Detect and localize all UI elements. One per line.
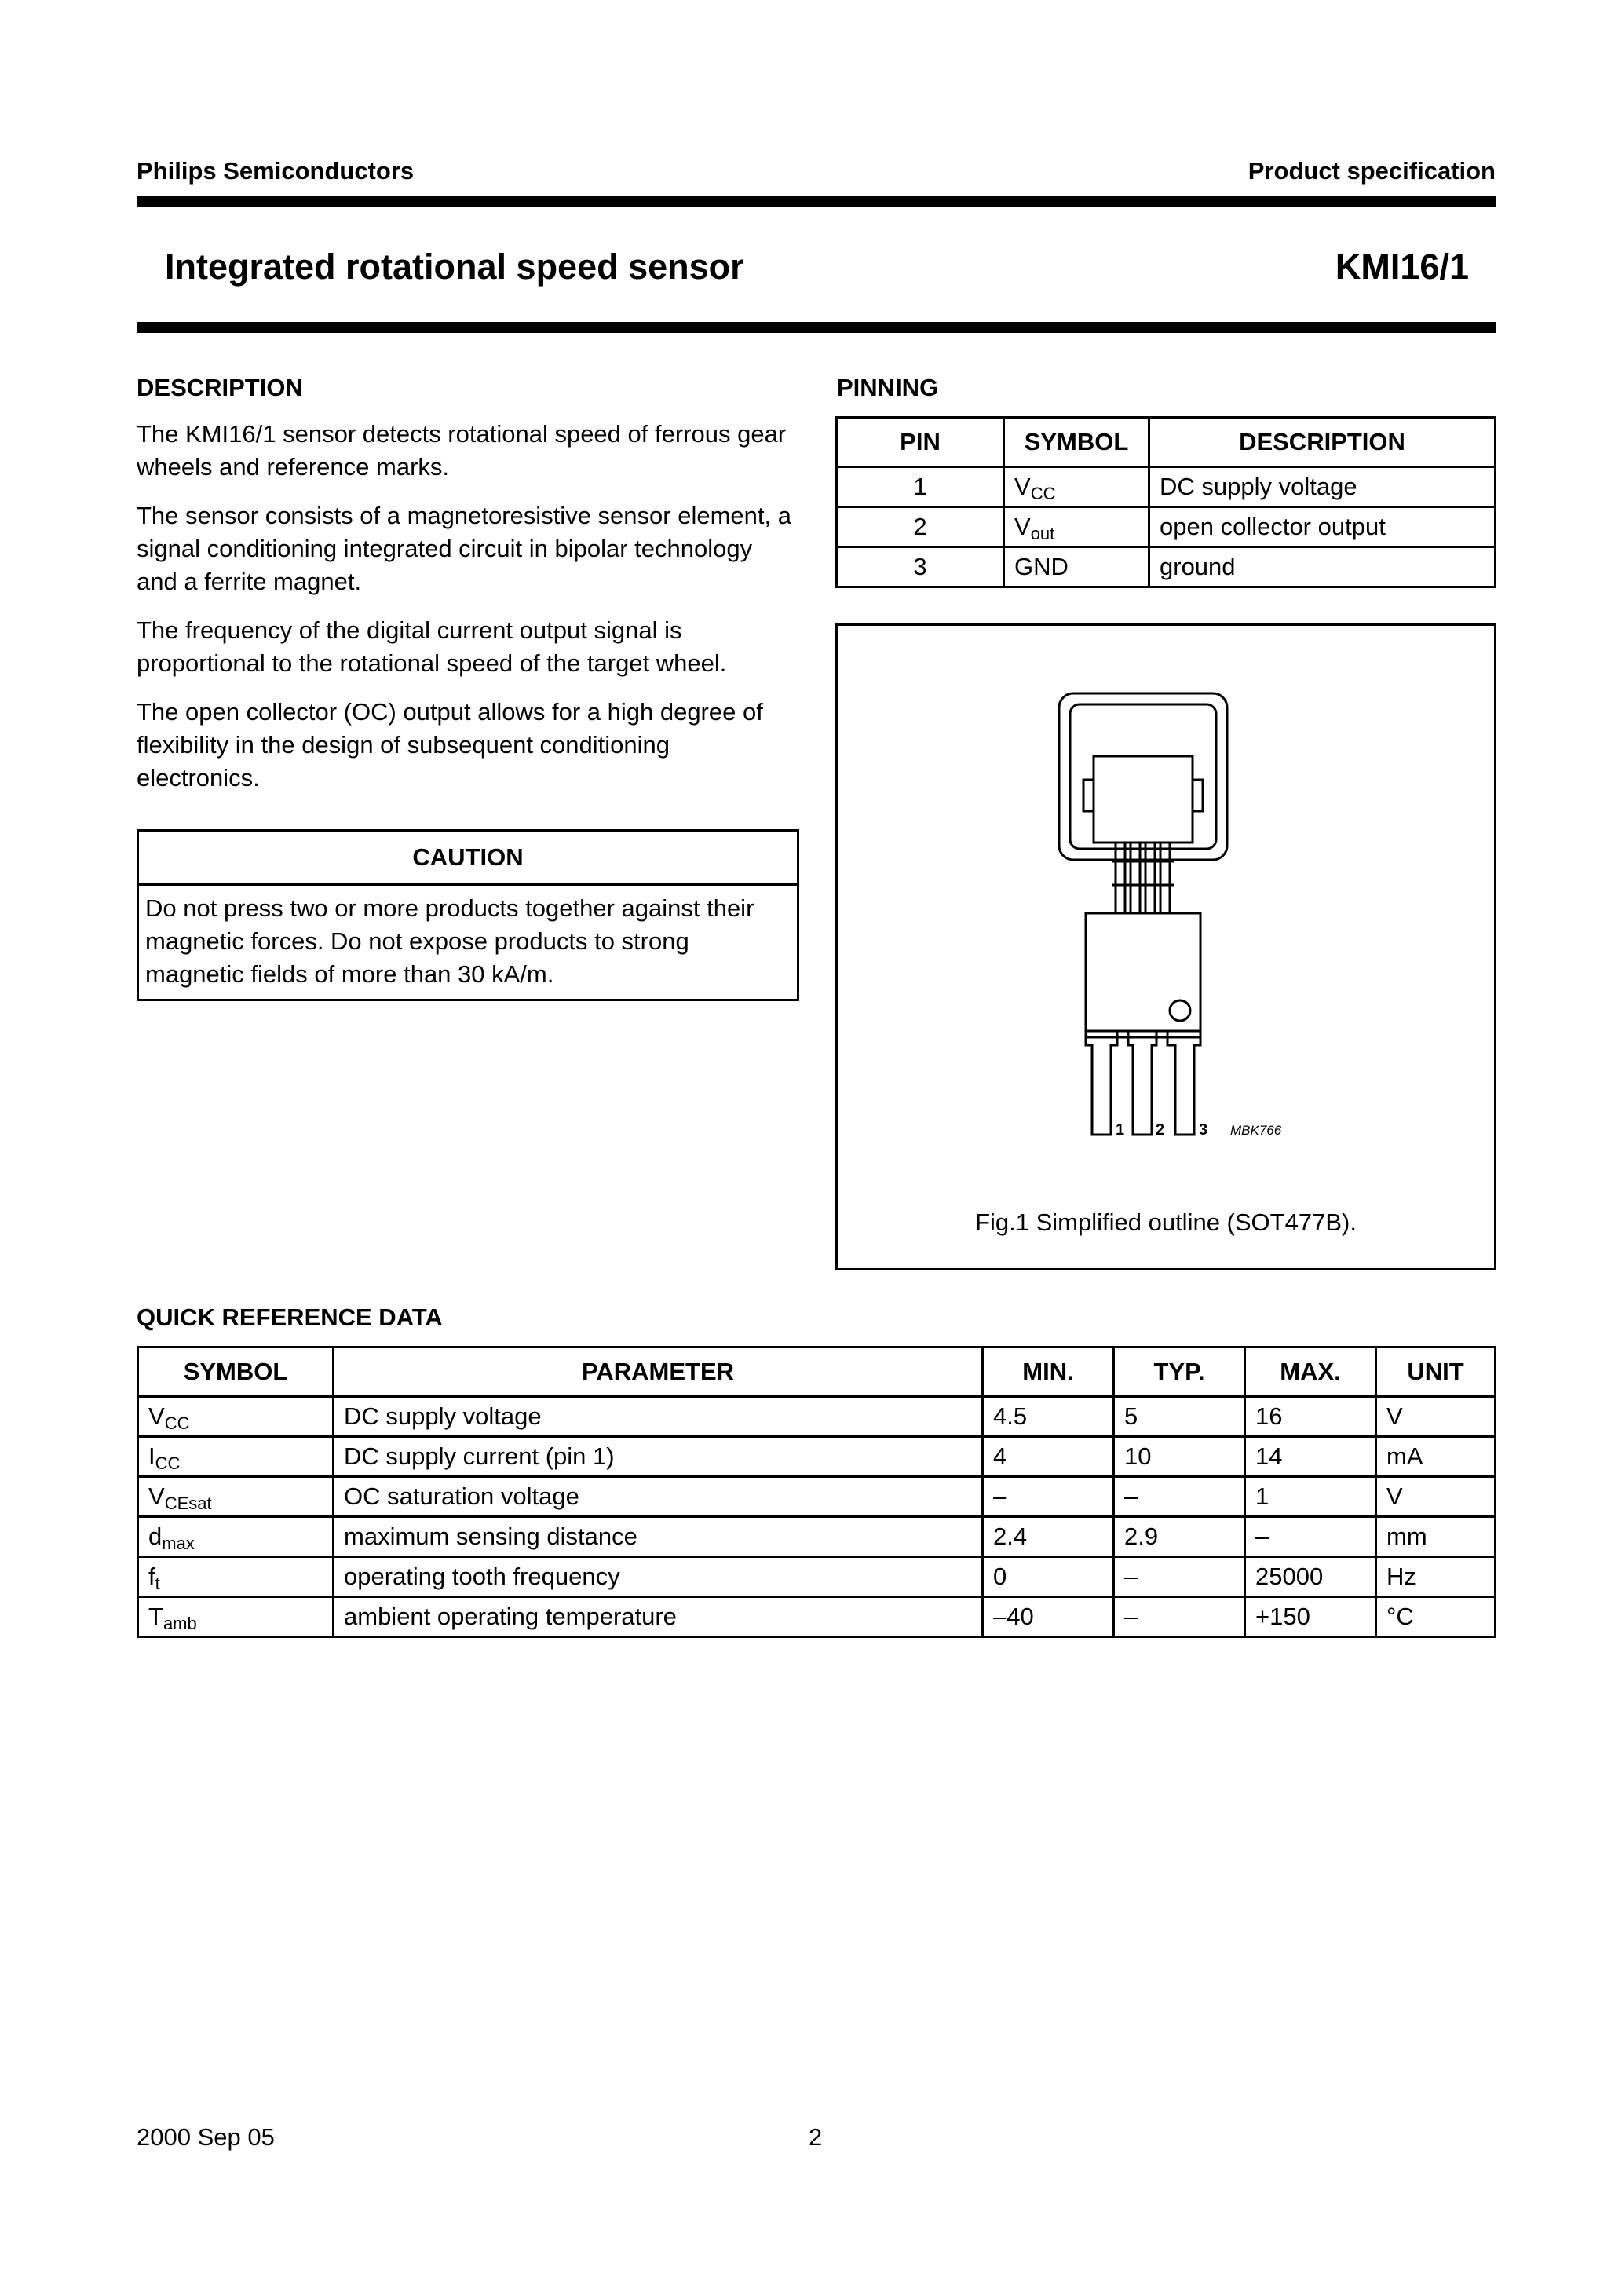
- unit-cell: °C: [1376, 1597, 1496, 1637]
- sensor-element: [1094, 756, 1193, 843]
- ic-body: [1086, 913, 1200, 1031]
- description-heading: DESCRIPTION: [137, 374, 303, 401]
- unit-cell: V: [1376, 1397, 1496, 1437]
- header-rule: [137, 196, 1496, 207]
- table-row: [138, 1557, 1496, 1597]
- symbol-cell: $V_{out}$: [1004, 507, 1149, 547]
- company-name: Philips Semiconductors: [137, 157, 415, 185]
- unit-cell: mm: [1376, 1517, 1496, 1557]
- document-type: Product specification: [1248, 157, 1496, 185]
- footer-date: 2000 Sep 05: [137, 2123, 275, 2151]
- pin-cell: 1: [837, 467, 1004, 507]
- max-cell: 14: [1245, 1437, 1376, 1477]
- max-cell: +150: [1245, 1597, 1376, 1637]
- typ-cell: 2.9: [1114, 1517, 1245, 1557]
- symbol-cell: $f_t$: [138, 1557, 334, 1597]
- part-number: KMI16/1: [1335, 247, 1469, 287]
- magnet-inner-outline: [1070, 704, 1216, 849]
- sensor-lead: [1145, 843, 1155, 913]
- parameter-cell: DC supply voltage: [334, 1397, 983, 1437]
- page-number: 2: [809, 2123, 823, 2151]
- figure-ref-code: MBK766: [1230, 1123, 1282, 1138]
- caution-box: [137, 829, 799, 1001]
- min-cell: 4.5: [983, 1397, 1114, 1437]
- pin-label: 2: [1156, 1121, 1165, 1139]
- column-header: PARAMETER: [334, 1347, 983, 1397]
- column-header: UNIT: [1376, 1347, 1496, 1397]
- parameter-cell: OC saturation voltage: [334, 1477, 983, 1517]
- symbol-cell: $V_{CC}$: [138, 1397, 334, 1437]
- sensor-lead: [1160, 843, 1170, 913]
- sensor-lead: [1116, 843, 1125, 913]
- typ-cell: –: [1114, 1597, 1245, 1637]
- sensor-lead: [1131, 843, 1140, 913]
- min-cell: –40: [983, 1597, 1114, 1637]
- column-header: MAX.: [1245, 1347, 1376, 1397]
- description-cell: ground: [1149, 547, 1496, 587]
- title-rule: [137, 322, 1496, 333]
- max-cell: 16: [1245, 1397, 1376, 1437]
- parameter-cell: ambient operating temperature: [334, 1597, 983, 1637]
- magnet-outline: [1059, 693, 1227, 860]
- caution-text: Do not press two or more products together against their magnetic forces. Do not expose products to strong magnetic fields of more than 30 kA/m.: [145, 894, 754, 988]
- unit-cell: V: [1376, 1477, 1496, 1517]
- symbol-cell: GND: [1004, 547, 1149, 587]
- pin-label: 1: [1116, 1121, 1125, 1139]
- description-paragraph: The frequency of the digital current output signal is proportional to the rotational speed of the target wheel.: [137, 616, 727, 677]
- column-header: MIN.: [983, 1347, 1114, 1397]
- parameter-cell: operating tooth frequency: [334, 1557, 983, 1597]
- typ-cell: –: [1114, 1477, 1245, 1517]
- symbol-cell: $V_{CEsat}$: [138, 1477, 334, 1517]
- description-paragraph: The sensor consists of a magnetoresistive sensor element, a signal conditioning integrated circuit in bipolar technology and a ferrite magnet.: [137, 502, 791, 595]
- pinning-table: [835, 416, 1496, 588]
- symbol-cell: $T_{amb}$: [138, 1597, 334, 1637]
- document-title: Integrated rotational speed sensor: [165, 247, 744, 287]
- column-header: TYP.: [1114, 1347, 1245, 1397]
- pin-cell: 3: [837, 547, 1004, 587]
- column-header: DESCRIPTION: [1149, 418, 1496, 467]
- min-cell: 0: [983, 1557, 1114, 1597]
- table-row: [138, 1437, 1496, 1477]
- table-header-row: [837, 418, 1496, 467]
- table-row: [138, 1477, 1496, 1517]
- pin1-marker: [1170, 1000, 1190, 1021]
- table-header-row: [138, 1347, 1496, 1397]
- typ-cell: 5: [1114, 1397, 1245, 1437]
- description-cell: open collector output: [1149, 507, 1496, 547]
- caution-heading: CAUTION: [139, 832, 797, 886]
- column-header: PIN: [837, 418, 1004, 467]
- unit-cell: mA: [1376, 1437, 1496, 1477]
- min-cell: 2.4: [983, 1517, 1114, 1557]
- sensor-side-tab: [1083, 780, 1094, 811]
- max-cell: 25000: [1245, 1557, 1376, 1597]
- parameter-cell: maximum sensing distance: [334, 1517, 983, 1557]
- table-row: [138, 1397, 1496, 1437]
- min-cell: 4: [983, 1437, 1114, 1477]
- pin-cell: 2: [837, 507, 1004, 547]
- table-row: [837, 467, 1496, 507]
- symbol-cell: $d_{max}$: [138, 1517, 334, 1557]
- package-outline-drawing: [838, 626, 1494, 1268]
- pin-label: 3: [1199, 1121, 1208, 1139]
- figure-box: [835, 623, 1496, 1270]
- column-header: SYMBOL: [1004, 418, 1149, 467]
- min-cell: –: [983, 1477, 1114, 1517]
- pin-2: [1128, 1031, 1156, 1135]
- parameter-cell: DC supply current (pin 1): [334, 1437, 983, 1477]
- pin-1: [1086, 1031, 1117, 1135]
- max-cell: –: [1245, 1517, 1376, 1557]
- table-row: [138, 1517, 1496, 1557]
- description-paragraph: The open collector (OC) output allows for a high degree of flexibility in the design of subsequent conditioning electronics.: [137, 698, 763, 792]
- table-row: [837, 507, 1496, 547]
- description-cell: DC supply voltage: [1149, 467, 1496, 507]
- quick-reference-table: [137, 1346, 1496, 1638]
- table-row: [138, 1597, 1496, 1637]
- typ-cell: –: [1114, 1557, 1245, 1597]
- figure-caption: Fig.1 Simplified outline (SOT477B).: [975, 1208, 1357, 1236]
- symbol-cell: $I_{CC}$: [138, 1437, 334, 1477]
- sensor-side-tab: [1193, 780, 1203, 811]
- description-paragraph: The KMI16/1 sensor detects rotational speed of ferrous gear wheels and reference marks.: [137, 420, 787, 481]
- max-cell: 1: [1245, 1477, 1376, 1517]
- symbol-cell: $V_{CC}$: [1004, 467, 1149, 507]
- column-header: SYMBOL: [138, 1347, 334, 1397]
- pin-3: [1167, 1031, 1200, 1135]
- quick-reference-heading: QUICK REFERENCE DATA: [137, 1303, 443, 1331]
- table-row: [837, 547, 1496, 587]
- typ-cell: 10: [1114, 1437, 1245, 1477]
- unit-cell: Hz: [1376, 1557, 1496, 1597]
- pinning-heading: PINNING: [837, 374, 939, 401]
